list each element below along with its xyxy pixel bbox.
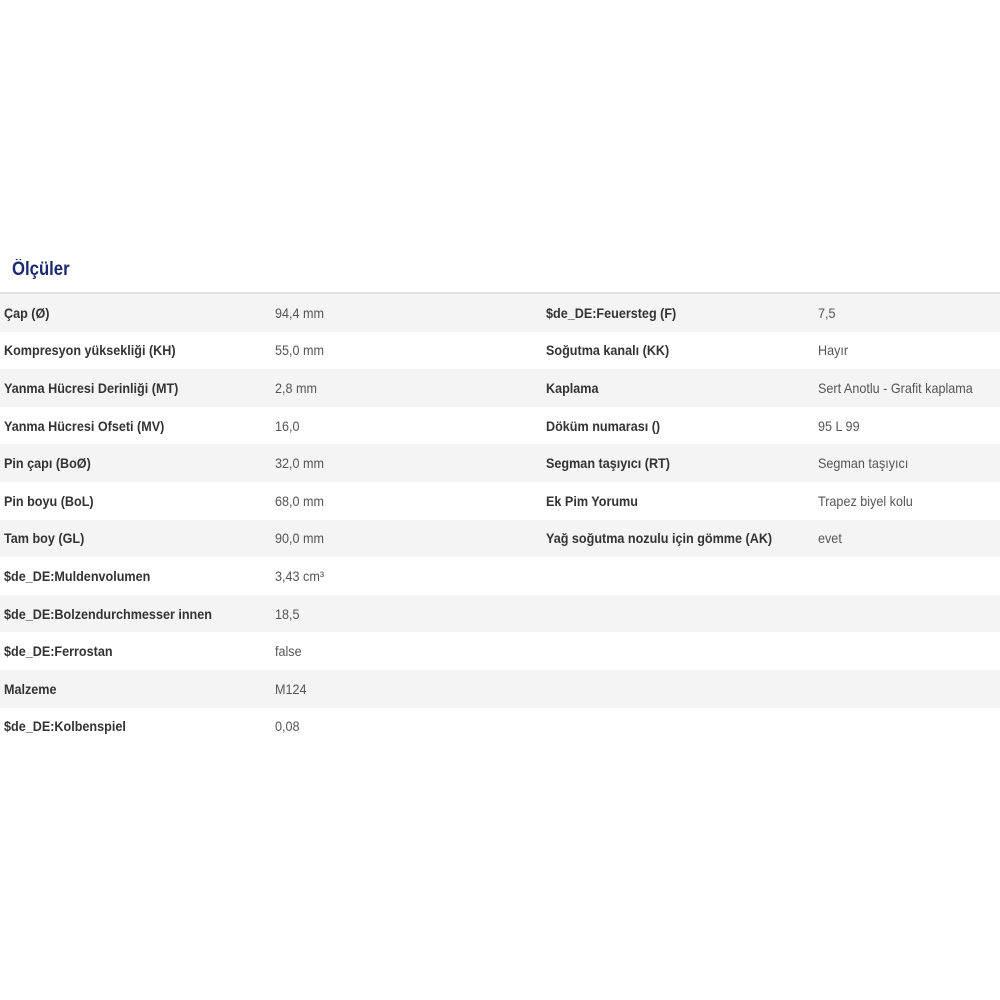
spec-label-left: [0, 681, 270, 697]
spec-value-left: [270, 455, 540, 471]
spec-value-left: [270, 681, 540, 697]
section-title: Ölçüler: [12, 259, 70, 280]
spec-value-left: [270, 530, 540, 546]
spec-value-right: [812, 380, 1000, 396]
spec-label-left: [0, 718, 270, 734]
spec-label-left-text: Tam boy (GL): [4, 530, 85, 547]
spec-label-left: [0, 530, 270, 546]
table-row: [0, 407, 1000, 445]
spec-value-right-text: evet: [818, 530, 842, 547]
spec-value-right: [812, 606, 1000, 622]
spec-value-left-text: 0,08: [275, 718, 300, 735]
spec-label-right: [540, 493, 812, 509]
spec-value-right: [812, 718, 1000, 734]
spec-value-left-text: 16,0: [275, 417, 300, 434]
spec-label-right: [540, 455, 812, 471]
spec-value-left-text: 68,0 mm: [275, 492, 325, 509]
table-row: [0, 670, 1000, 708]
spec-value-left: [270, 643, 540, 659]
spec-label-right: [540, 568, 812, 584]
spec-label-right: [540, 305, 812, 321]
spec-value-right-text: 7,5: [818, 304, 836, 321]
spec-value-left: [270, 493, 540, 509]
spec-label-left-text: Pin çapı (BoØ): [4, 455, 91, 472]
spec-label-left: [0, 643, 270, 659]
table-row: [0, 708, 1000, 746]
spec-label-left-text: $de_DE:Ferrostan: [4, 643, 113, 660]
spec-value-left: [270, 568, 540, 584]
spec-label-left: [0, 568, 270, 584]
spec-value-right-text: Hayır: [818, 342, 849, 359]
spec-value-left-text: 32,0 mm: [275, 455, 325, 472]
table-row: [0, 595, 1000, 633]
table-row: [0, 332, 1000, 370]
spec-label-right-text: Segman taşıyıcı (RT): [546, 455, 670, 472]
spec-label-left: [0, 342, 270, 358]
spec-label-left: [0, 455, 270, 471]
spec-value-right: [812, 643, 1000, 659]
spec-label-left-text: $de_DE:Muldenvolumen: [4, 567, 151, 584]
table-row: [0, 294, 1000, 332]
spec-label-left: [0, 305, 270, 321]
table-row: [0, 632, 1000, 670]
spec-value-left: [270, 380, 540, 396]
spec-value-left: [270, 718, 540, 734]
spec-label-right: [540, 418, 812, 434]
spec-label-right: [540, 606, 812, 622]
spec-label-right: [540, 718, 812, 734]
spec-label-left-text: $de_DE:Kolbenspiel: [4, 718, 126, 735]
spec-label-left-text: Çap (Ø): [4, 304, 50, 321]
spec-value-right: [812, 342, 1000, 358]
spec-label-right-text: $de_DE:Feuersteg (F): [546, 304, 677, 321]
spec-table: [0, 294, 1000, 745]
spec-label-left: [0, 380, 270, 396]
spec-label-left-text: Yanma Hücresi Derinliği (MT): [4, 379, 179, 396]
spec-value-right: [812, 493, 1000, 509]
spec-label-left: [0, 493, 270, 509]
spec-label-left-text: Pin boyu (BoL): [4, 492, 94, 509]
spec-label-right: [540, 681, 812, 697]
spec-value-left-text: 90,0 mm: [275, 530, 325, 547]
spec-value-left-text: 55,0 mm: [275, 342, 325, 359]
spec-label-right-text: Ek Pim Yorumu: [546, 492, 638, 509]
spec-value-left-text: false: [275, 643, 302, 660]
spec-label-left-text: $de_DE:Bolzendurchmesser innen: [4, 605, 212, 622]
spec-label-right: [540, 530, 812, 546]
spec-value-right-text: Sert Anotlu - Grafit kaplama: [818, 379, 973, 396]
spec-value-left-text: 94,4 mm: [275, 304, 325, 321]
spec-label-left: [0, 418, 270, 434]
spec-value-left-text: 3,43 cm³: [275, 567, 325, 584]
spec-value-right: [812, 681, 1000, 697]
table-row: [0, 369, 1000, 407]
spec-value-right-text: 95 L 99: [818, 417, 860, 434]
spec-label-left-text: Yanma Hücresi Ofseti (MV): [4, 417, 165, 434]
spec-label-right: [540, 380, 812, 396]
spec-label-right-text: Yağ soğutma nozulu için gömme (AK): [546, 530, 773, 547]
spec-value-left: [270, 305, 540, 321]
table-row: [0, 557, 1000, 595]
spec-label-right-text: Soğutma kanalı (KK): [546, 342, 670, 359]
spec-value-left: [270, 342, 540, 358]
spec-value-left-text: M124: [275, 680, 307, 697]
table-row: [0, 520, 1000, 558]
spec-label-left-text: Kompresyon yüksekliği (KH): [4, 342, 176, 359]
spec-label-right: [540, 643, 812, 659]
table-row: [0, 482, 1000, 520]
spec-label-left: [0, 606, 270, 622]
spec-value-left: [270, 418, 540, 434]
spec-label-right-text: Döküm numarası (): [546, 417, 661, 434]
spec-value-right: [812, 455, 1000, 471]
spec-value-left: [270, 606, 540, 622]
spec-value-left-text: 2,8 mm: [275, 379, 318, 396]
table-row: [0, 444, 1000, 482]
spec-value-right: [812, 530, 1000, 546]
spec-label-left-text: Malzeme: [4, 680, 57, 697]
spec-label-right-text: Kaplama: [546, 379, 599, 396]
spec-value-right: [812, 305, 1000, 321]
spec-value-right: [812, 418, 1000, 434]
spec-value-right-text: Segman taşıyıcı: [818, 455, 909, 472]
spec-value-left-text: 18,5: [275, 605, 300, 622]
spec-value-right: [812, 568, 1000, 584]
spec-label-right: [540, 342, 812, 358]
spec-value-right-text: Trapez biyel kolu: [818, 492, 913, 509]
